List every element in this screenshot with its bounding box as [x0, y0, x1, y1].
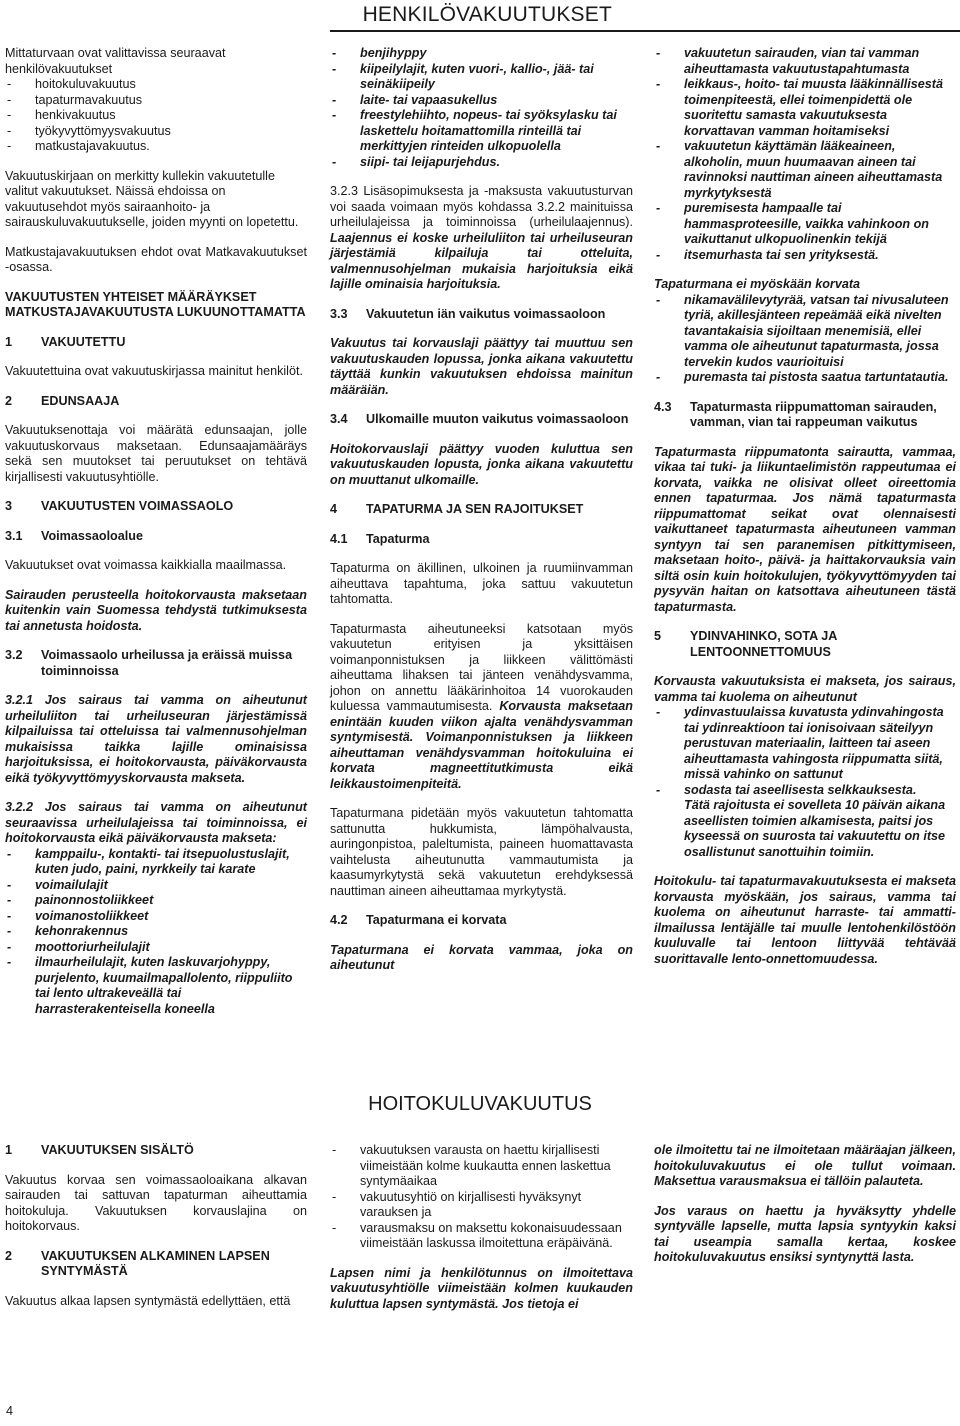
section-title-bar	[330, 1090, 630, 1118]
title-bar	[330, 0, 960, 32]
heading-number: 3.1	[5, 528, 23, 543]
subsection-heading	[654, 400, 956, 431]
paragraph: Vakuutukset ovat voimassa kaikkialla maailmassa.	[5, 558, 287, 572]
heading-number: 4	[330, 502, 338, 516]
paragraph: Jos varaus on haettu ja hyväksytty yhdelle syntyvälle lapselle, mutta lapsia syntyykin kaksi tai useampia samalla kertaa, koskee hoitokuluvakuutus ensiksi syntynyttä lasta.	[654, 1203, 956, 1264]
paragraph: Tapaturma on äkillinen, ulkoinen ja ruumiinvamman aiheuttava tapahtuma, joka sattuu vakuutetun tahtomatta.	[330, 561, 633, 606]
paragraph: Lapsen nimi ja henkilötunnus on ilmoitettava vakuutusyhtiölle viimeistään kolmen kuukauden kuluttua lapsen syntymästä. Jos tietoja ei	[330, 1265, 633, 1311]
section-heading	[5, 499, 307, 515]
bottom-column-3	[654, 1143, 956, 1280]
list-item: - tapaturmavakuutus	[5, 93, 307, 109]
subsection-heading	[330, 913, 633, 929]
paragraph: Tapaturmana ei myöskään korvata	[654, 277, 861, 291]
heading-text: YDINVAHINKO, SOTA JA LENTOONNETTOMUUS	[690, 629, 837, 659]
section-heading: VAKUUTUSTEN YHTEISET MÄÄRÄYKSET MATKUSTAJAVAKUUTUSTA LUKUUNOTTAMATTA	[5, 289, 306, 319]
paragraph: 3.2.2 Jos sairaus tai vamma on aiheutunut seuraavissa urheilulajeissa tai toiminnoissa, ei hoitokorvausta eikä päiväkorvausta makseta:	[5, 800, 307, 845]
paragraph: Hoitokorvauslaji päättyy vuoden kuluttua sen vakuutuskauden lopusta, jonka aikana vakuutettu on muuttanut ulkomaille.	[330, 441, 633, 487]
list-item: - siipi- tai leijapurjehdus.	[330, 155, 633, 171]
heading-text: VAKUUTETTU	[41, 334, 126, 349]
column-3	[654, 46, 956, 981]
heading-text: Voimassaoloalue	[41, 528, 143, 543]
paragraph: ole ilmoitettu tai ne ilmoitetaan määräajan jälkeen, hoitokuluvakuutus ei ole tullut voimaan. Maksettua varausmaksua ei tällöin palauteta.	[654, 1143, 956, 1188]
list-item: - kiipeilylajit, kuten vuori-, kallio-, jää- tai seinäkiipeily	[330, 62, 633, 93]
heading-text: EDUNSAAJA	[41, 393, 120, 408]
list-item: - voimailulajit	[5, 878, 307, 894]
subsection-heading	[5, 648, 307, 679]
list-item: - itsemurhasta tai sen yrityksestä.	[654, 248, 956, 264]
paragraph	[330, 184, 633, 293]
heading-text: VAKUUTUSTEN VOIMASSAOLO	[41, 499, 234, 513]
heading-number: 3.3	[330, 306, 348, 321]
paragraph: Tapaturmana pidetään myös vakuutetun tahtomatta sattunutta hukkumista, lämpöhalvausta, auringonpistoa, paleltumista, paineen huomattavasta vaihtelusta aiheutunutta vammautumista ja kaasumyrkytystä sekä vakuutetun erehdyksessä nauttiman aineen aiheuttamaa myrkytystä.	[330, 806, 633, 898]
section-heading	[5, 1249, 307, 1280]
section-heading	[5, 394, 307, 410]
list-item: - vakuutetun käyttämän lääkeaineen, alkoholin, muun huumaavan aineen tai ravinnoksi nauttiman aineen aiheuttamasta myrkytyksestä	[654, 139, 956, 201]
paragraph: Vakuutus korvaa sen voimassaoloaikana alkavan sairauden tai sattuvan tapaturman aiheuttamia hoitokuluja. Vakuutuksen korvauslajina on hoitokorvaus.	[5, 1172, 307, 1233]
list-item: - sodasta tai aseellisesta selkkauksesta.	[654, 783, 956, 799]
list-item: - ydinvastuulaissa kuvatusta ydinvahingosta tai ydinreaktioon tai ionisoivaan säteilyyn perustuvan materiaalin, laitteen tai aseen aiheuttamasta vahingosta riippumatta siitä, missä vahinko on sattunut	[654, 705, 956, 783]
list-item: - kehonrakennus	[5, 924, 307, 940]
column-1	[5, 46, 307, 1031]
section-heading	[654, 629, 956, 660]
heading-text: TAPATURMA JA SEN RAJOITUKSET	[366, 502, 584, 516]
heading-number: 5	[654, 629, 662, 643]
condition-list	[330, 1143, 633, 1252]
exclusion-list	[654, 293, 956, 386]
list-item: - voimanostoliikkeet	[5, 909, 307, 925]
heading-text: Vakuutetun iän vaikutus voimassaoloon	[366, 306, 606, 321]
heading-text: Ulkomaille muuton vaikutus voimassaoloon	[366, 412, 629, 426]
heading-number: 4.3	[654, 399, 672, 414]
heading-text: VAKUUTUKSEN SISÄLTÖ	[41, 1143, 194, 1157]
sport-list-continued	[330, 46, 633, 170]
list-item: - puremasta tai pistosta saatua tartuntatautia.	[654, 370, 956, 386]
list-item: - hoitokuluvakuutus	[5, 77, 307, 93]
heading-number: 3.4	[330, 412, 348, 426]
intro-text: Mittaturvaan ovat valittavissa seuraavat henkilövakuutukset	[5, 46, 226, 76]
section-heading	[5, 335, 307, 351]
subsection-heading	[5, 529, 307, 545]
list-item: - työkyvyttömyysvakuutus	[5, 124, 307, 140]
heading-number: 1	[5, 1143, 13, 1157]
heading-number: 3.2	[5, 648, 23, 662]
heading-text: VAKUUTUKSEN ALKAMINEN LAPSEN SYNTYMÄSTÄ	[41, 1248, 270, 1278]
list-note: Tätä rajoitusta ei sovelleta 10 päivän aikana aseellisten toimien alkamisesta, paitsi jos kyseessä on suurosta tai vakuutettu on itse osallistunut sanottuihin toimiin.	[684, 798, 946, 859]
insurance-type-list	[5, 77, 307, 155]
list-item: - painonnostoliikkeet	[5, 893, 307, 909]
section-heading	[5, 1143, 307, 1159]
list-item: - ilmaurheilulajit, kuten laskuvarjohyppy, purjelento, kuumailmapallolento, riippuliito tai lento ultrakeveällä tai harrasterakenteisella koneella	[5, 955, 307, 1017]
list-item: - puremisesta hampaalle tai hammasproteesille, vaikka vahinkoon on vaikuttanut ulkopuolinenkin tekijä	[654, 201, 956, 248]
page-title: HENKILÖVAKUUTUKSET	[362, 3, 612, 26]
bottom-column-2	[330, 1143, 633, 1326]
sport-list	[5, 847, 307, 1018]
paragraph-plain: Tapaturmasta aiheutuneeksi katsotaan myös vakuutetun erityisen ja yksittäisen voimanponnistuksen ja liikkeen välittömästi aiheuttama lihaksen tai jänteen venähdysvamma, johon on annettu lääkärinhoitoa 14 vuorokauden kuluessa vammautumisesta.	[330, 621, 633, 713]
heading-number: 2	[5, 1248, 13, 1263]
subsection-heading	[330, 412, 633, 428]
heading-text: Tapaturma	[366, 531, 430, 546]
list-item: - kamppailu-, kontakti- tai itsepuolustuslajit, kuten judo, paini, nyrkkeily tai karate	[5, 847, 307, 878]
list-item: - vakuutetun sairauden, vian tai vamman aiheuttamasta vakuutustapahtumasta	[654, 46, 956, 77]
list-item: - moottoriurheilulajit	[5, 940, 307, 956]
paragraph-plain: 3.2.3 Lisäsopimuksesta ja -maksusta vakuutusturvan voi saada voimaan myös kohdassa 3.2.2 mainituissa urheilulajeissa ja toiminnoissa (urheilulaajennus).	[330, 184, 633, 229]
heading-text: Voimassaolo urheilussa ja eräissä muissa toiminnoissa	[41, 648, 293, 678]
heading-number: 4.1	[330, 531, 348, 546]
paragraph-emphasis: Korvausta maksetaan enintään kuuden viikon ajalta venähdysvamman syntymisestä. Voimanponnistuksen ja liikkeen aiheuttaman venähdysvamman hoitokuluina ei korvata magneettitutkimusta eikä leikkaustoimenpiteitä.	[330, 699, 633, 791]
list-item: - laite- tai vapaasukellus	[330, 93, 633, 109]
heading-text: Tapaturmasta riippumattoman sairauden, vamman, vian tai rappeuman vaikutus	[690, 399, 937, 429]
list-item: - matkustajavakuutus.	[5, 139, 307, 155]
paragraph: Vakuutus tai korvauslaji päättyy tai muuttuu sen vakuutuskauden lopussa, jonka aikana vakuutettu täyttää kunkin vakuutuksen ehdoissa mainitun määräiän.	[330, 336, 633, 397]
section-title: HOITOKULUVAKUUTUS	[368, 1093, 592, 1115]
paragraph: Vakuutettuina ovat vakuutuskirjassa mainitut henkilöt.	[5, 364, 303, 378]
paragraph: Korvausta vakuutuksista ei makseta, jos sairaus, vamma tai kuolema on aiheutunut	[654, 674, 956, 704]
subsection-heading	[330, 307, 633, 323]
exclusion-list	[654, 705, 956, 798]
list-item: - leikkaus-, hoito- tai muusta lääkinnällisestä toimenpiteestä, ellei toimenpidettä ole suoritettu samasta vakuutuksesta korvattavan vamman hoitamiseksi	[654, 77, 956, 139]
heading-number: 3	[5, 499, 13, 513]
list-item: - vakuutuksen varausta on haettu kirjallisesti viimeistään kolme kuukautta ennen laskettua syntymäaikaa	[330, 1143, 633, 1190]
paragraph	[330, 622, 633, 793]
heading-number: 1	[5, 334, 13, 349]
list-item: - freestylehiihto, nopeus- tai syöksylasku tai laskettelu hoitamattomilla rinteillä tai merkittyjen rinteiden ulkopuolella	[330, 108, 633, 155]
paragraph: Vakuutus alkaa lapsen syntymästä edellyttäen, että	[5, 1293, 291, 1308]
exclusion-list	[654, 46, 956, 263]
column-2	[330, 46, 633, 988]
subsection-heading	[330, 532, 633, 548]
paragraph: 3.2.1 Jos sairaus tai vamma on aiheutunut urheiluliiton tai urheiluseuran järjestämissä kilpailuissa tai otteluissa tai valmennusohjelman mukaisissa taikka lajille ominaisissa harjoituksissa, ei hoitokorvausta, päiväkorvausta eikä työkyvyttömyyskorvausta makseta.	[5, 693, 307, 785]
paragraph-emphasis: Laajennus ei koske urheiluliiton tai urheiluseuran järjestämiä kilpailuja tai otteluita, valmennusohjelman mukaisia harjoituksia eikä lajille ominaisia harjoituksia.	[330, 230, 633, 291]
heading-number: 2	[5, 393, 13, 408]
paragraph: Hoitokulu- tai tapaturmavakuutuksesta ei makseta korvausta myöskään, jos sairaus, vamma tai kuolema on aiheutunut harraste- tai ammatti- ilmailussa lentäjälle tai muulle lentohenkilöstöön kuuluvalle tai lentoon liittyvää tehtävää suorittavalle lento-onnettomuudessa.	[654, 874, 956, 966]
bottom-column-1	[5, 1143, 307, 1323]
paragraph: Matkustajavakuutuksen ehdot ovat Matkavakuutukset -osassa.	[5, 244, 307, 274]
heading-text: Tapaturmana ei korvata	[366, 913, 507, 927]
section-heading	[330, 502, 633, 518]
list-item: - henkivakuutus	[5, 108, 307, 124]
paragraph: Vakuutuksenottaja voi määrätä edunsaajan, jolle vakuutuskorvaus maksetaan. Edunsaajamääräys sekä sen muutokset tai peruutukset on tehtävä kirjallisesti vakuutusyhtiölle.	[5, 423, 307, 484]
paragraph: Tapaturmasta riippumatonta sairautta, vammaa, vikaa tai tuki- ja liikuntaelimistön rappeutumaa ei korvata, vaikka ne olisivat olleet oireettomia ennen tapaturmaa. Jos nämä tapaturmasta riippumattomat seikat ovat olennaisesti vaikuttaneet tapaturmasta aiheutuneen vamman syntyyn tai sen paranemisen pitkittymiseen, maksetaan hoito-, päivä- ja haittakorvauksia vain siltä osin kuin hoitokulujen, työkyvyttömyyden tai pysyvän haitan on katsottava aiheutuneen tästä tapaturmasta.	[654, 444, 956, 614]
list-item: - benjihyppy	[330, 46, 633, 62]
paragraph: Tapaturmana ei korvata vammaa, joka on aiheutunut	[330, 942, 633, 972]
heading-number: 4.2	[330, 913, 348, 927]
list-item: - vakuutusyhtiö on kirjallisesti hyväksynyt varauksen ja	[330, 1190, 633, 1221]
list-item: - nikamavälilevytyrää, vatsan tai nivusaluteen tyriä, akillesjänteen repeämää eikä nivelten tavantakaisia sijoiltaan menemisiä, ellei vamma ole aiheutunut tapaturmasta, jossa tervekin kudos vaurioituisi	[654, 293, 956, 371]
paragraph: Sairauden perusteella hoitokorvausta maksetaan kuitenkin vain Suomessa tehdystä tutkimuksesta tai annetusta hoidosta.	[5, 587, 307, 633]
page-number: 4	[6, 1404, 14, 1418]
list-item: - varausmaksu on maksettu kokonaisuudessaan viimeistään laskussa ilmoitettuna eräpäivänä.	[330, 1221, 633, 1252]
paragraph: Vakuutuskirjaan on merkitty kullekin vakuutetulle valitut vakuutukset. Näissä ehdoissa on vakuutusehdot myös sairaanhoito- ja sairauskuluvakuutukselle, joiden myynti on lopetettu.	[5, 168, 299, 229]
